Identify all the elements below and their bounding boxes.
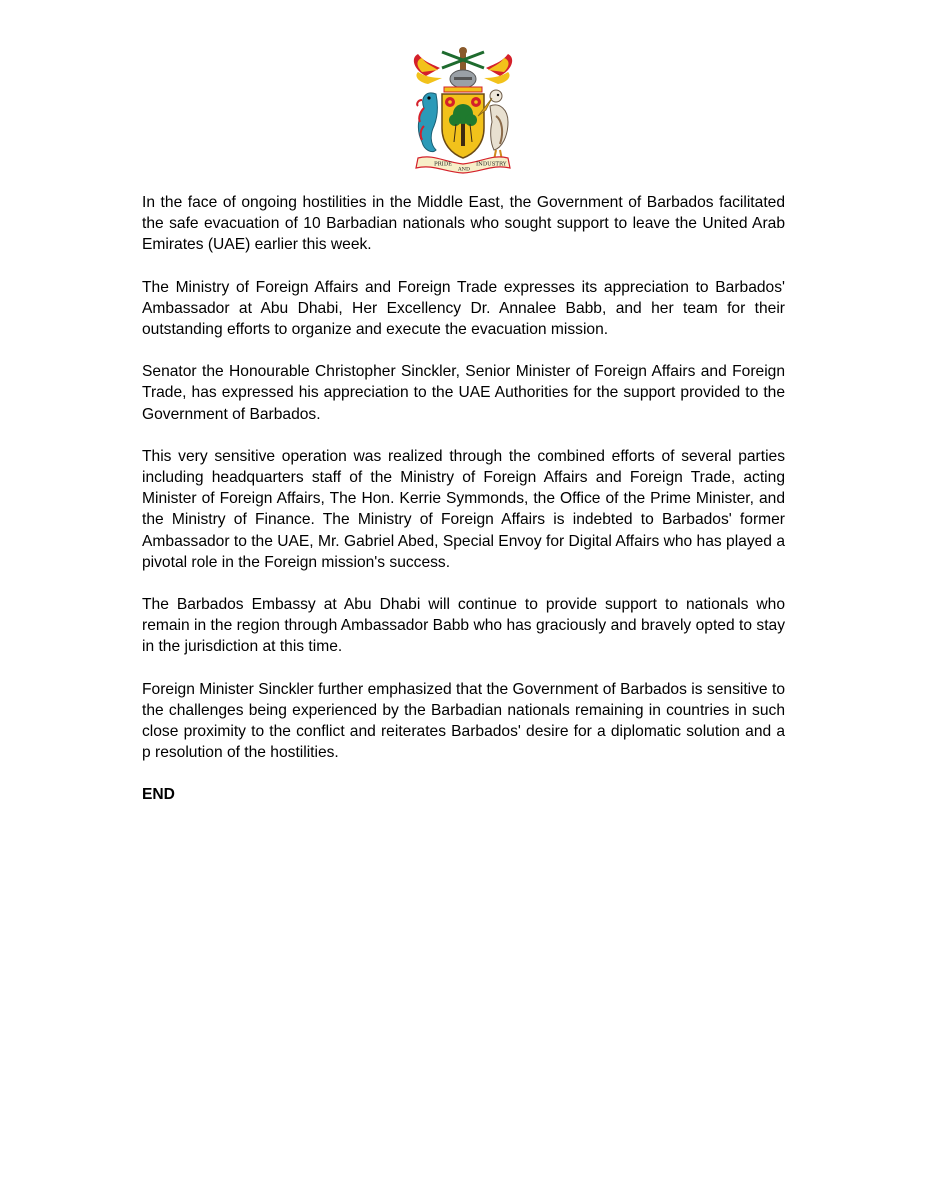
paragraph-evacuation: In the face of ongoing hostilities in the Middle East, the Government of Barbados facilitated the safe evacuation of 10 Barbadian nationals who sought support to leave the United Arab Emirates (UAE) earlier this week.: [142, 194, 785, 254]
paragraph-diplomatic-solution: Foreign Minister Sinckler further emphasized that the Government of Barbados is sensitive to the challenges being experienced by the Barbadian nationals remaining in countries in such close proximity to the conflict and reiterates Barbados' desire for a diplomatic solution and a p resolution of the hostilities.: [142, 680, 785, 762]
motto-pride: PRIDE: [434, 161, 453, 168]
paragraph-combined-efforts: This very sensitive operation was realized through the combined efforts of several parties including headquarters staff of the Ministry of Foreign Affairs and Foreign Trade, acting Minister of Foreign Affairs, The Hon. Kerrie Symmonds, the Office of the Prime Minister, and the Ministry of Finance. The Ministry of Foreign Affairs is indebted to Barbados' former Ambassador to the UAE, Mr. Gabriel Abed, Special Envoy for Digital Affairs who has played a pivotal role in the Foreign mission's success.: [142, 447, 785, 571]
motto-and: AND: [458, 166, 470, 173]
press-release-body: [142, 192, 785, 805]
barbados-coat-of-arms-icon: [404, 46, 522, 174]
motto-industry: INDUSTRY: [476, 161, 507, 168]
paragraph-embassy-support: The Barbados Embassy at Abu Dhabi will continue to provide support to nationals who remain in the region through Ambassador Babb who has graciously and bravely opted to stay in the jurisdiction at this time.: [142, 596, 785, 656]
end-marker: END: [142, 786, 175, 804]
paragraph-appreciation-ambassador: The Ministry of Foreign Affairs and Foreign Trade expresses its appreciation to Barbados' Ambassador at Abu Dhabi, Her Excellency Dr. Annalee Babb, and her team for their outstanding efforts to organize and execute the evacuation mission.: [142, 278, 785, 339]
paragraph-minister-statement: Senator the Honourable Christopher Sinckler, Senior Minister of Foreign Affairs and Foreign Trade, has expressed his appreciation to the UAE Authorities for the support provided to the Government of Barbados.: [142, 363, 785, 423]
